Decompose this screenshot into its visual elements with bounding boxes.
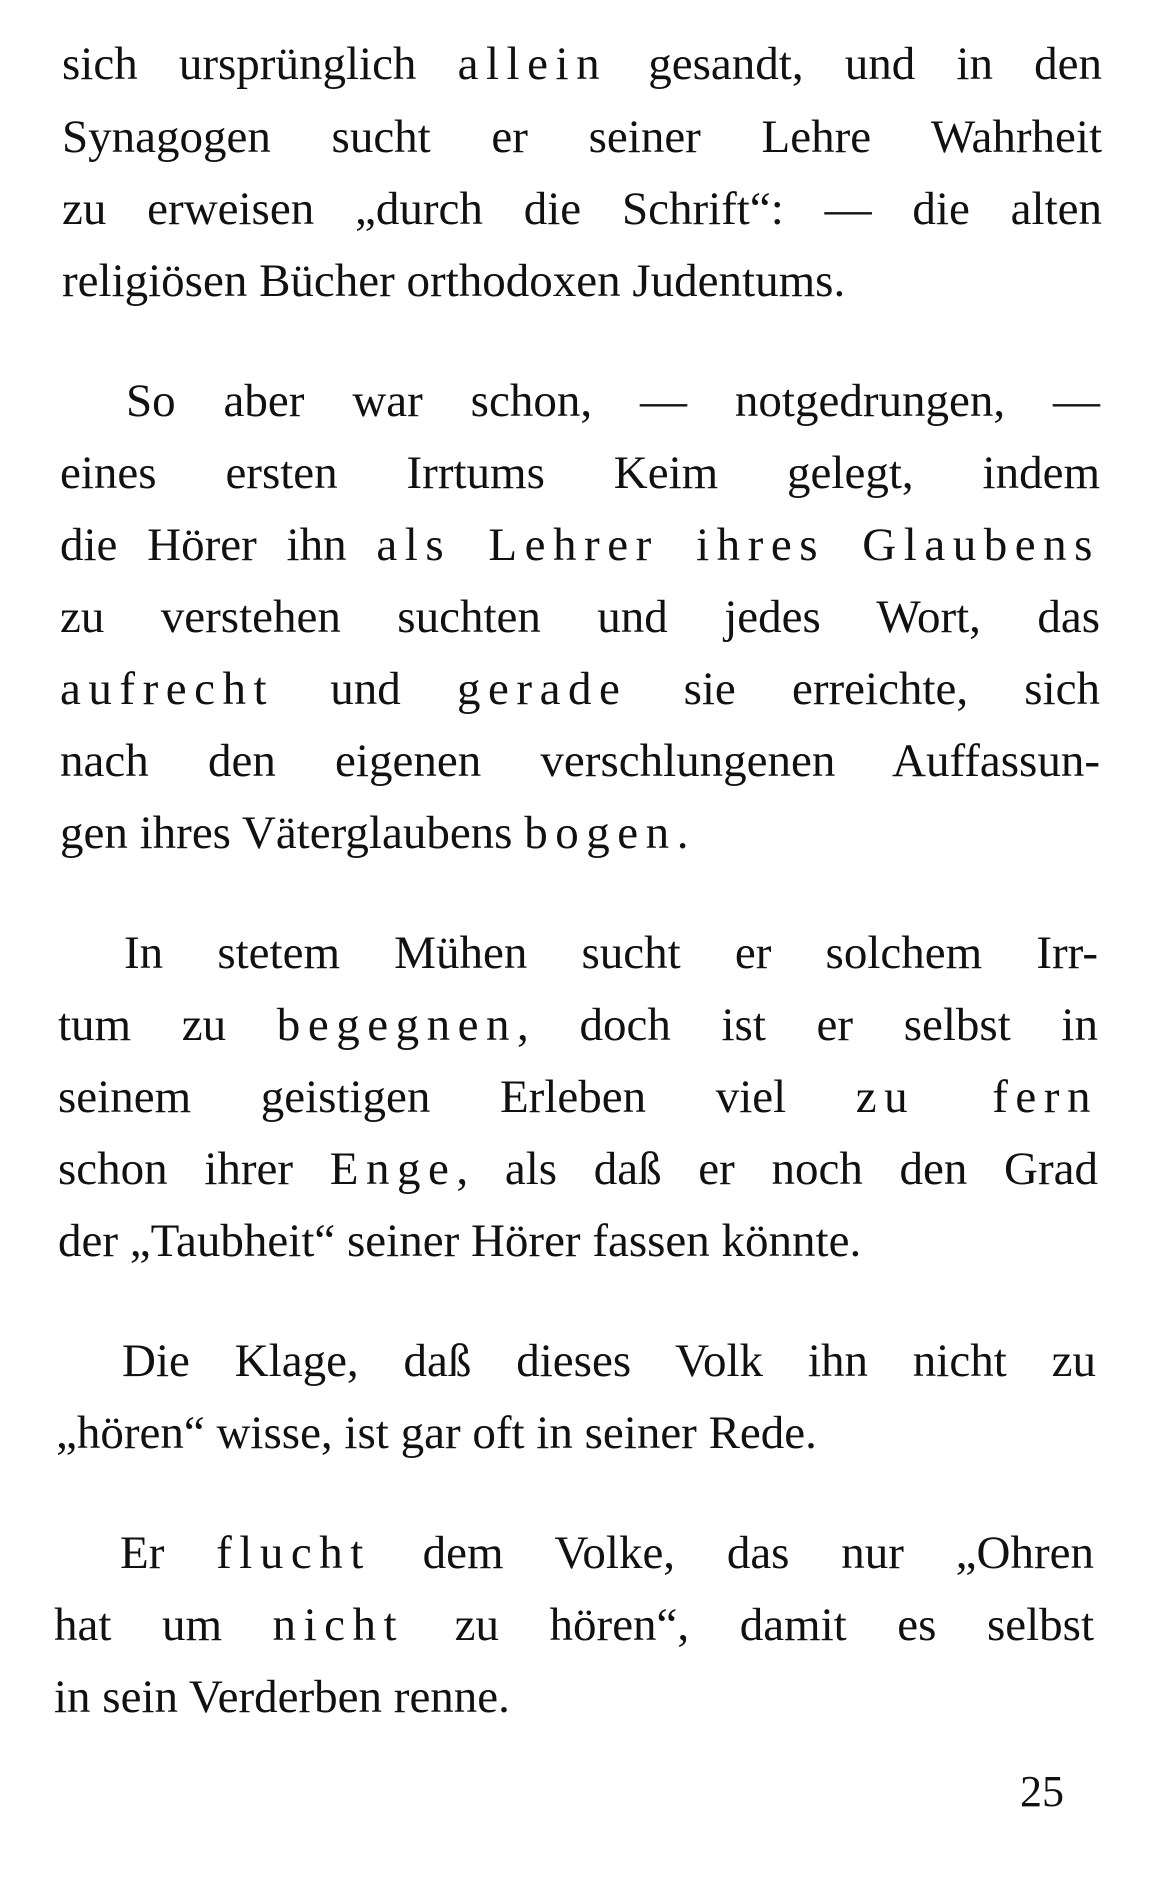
spaced-emphasis: als Lehrer ihres Glaubens [376,519,1100,571]
text-line [124,917,1098,989]
text-run: So aber war schon, — notgedrungen, — [126,375,1100,427]
page-number: 25 [1020,1767,1064,1816]
text-line [60,509,1100,581]
spaced-emphasis: allein [457,38,608,90]
text-line [62,28,1102,100]
spaced-emphasis: bogen [524,807,677,859]
text-line [56,1397,1096,1469]
text-run: seinem geistigen Erleben viel [58,1071,856,1123]
text-line [58,1205,1098,1277]
text-line [58,989,1098,1061]
text-line [60,437,1100,509]
text-run: Er [120,1527,217,1579]
spaced-emphasis: gerade [457,663,628,715]
text-line [120,1517,1094,1589]
spaced-emphasis: flucht [216,1527,371,1579]
text-line [58,1061,1098,1133]
text-line [58,1133,1098,1205]
spaced-emphasis: Enge [329,1143,457,1195]
text-line [60,797,1100,869]
text-run: dem Volke, das nur „Ohren [370,1527,1094,1579]
spaced-emphasis: aufrecht [60,663,275,715]
text-run: hat um [54,1599,273,1651]
spaced-emphasis: zu fern [855,1071,1098,1123]
text-run: . [676,807,689,859]
text-run: , doch ist er selbst in [517,999,1098,1051]
text-run: sich ursprünglich [62,38,458,90]
text-run: „hören“ wisse, ist gar oft in seiner Rede. [56,1407,817,1459]
text-run: zu verstehen suchten und jedes Wort, das [60,591,1100,643]
text-line [62,245,1102,317]
text-run: , als daß er noch den Grad [456,1143,1099,1195]
text-line [122,1325,1096,1397]
text-line [60,581,1100,653]
text-line [54,1589,1094,1661]
text-run: Synagogen sucht er seiner Lehre Wahrheit [62,111,1102,163]
text-run: eines ersten Irrtums Keim gelegt, indem [60,447,1100,499]
spaced-emphasis: begegnen [276,999,518,1051]
text-run: religiösen Bücher orthodoxen Judentums. [62,255,846,307]
text-run: sie erreichte, sich [627,663,1101,715]
text-line [60,725,1100,797]
text-line [62,101,1102,173]
text-run: zu hören“, damit es selbst [404,1599,1094,1651]
text-run: in sein Verderben renne. [54,1671,510,1723]
text-run: die Hörer ihn [60,519,377,571]
text-run: gesandt, und in den [607,38,1102,90]
text-line [62,173,1102,245]
text-line [60,653,1100,725]
text-run: und [274,663,458,715]
text-run: tum zu [58,999,277,1051]
text-run: Die Klage, daß dieses Volk ihn nicht zu [122,1335,1096,1387]
text-line [54,1661,1094,1733]
text-run: gen ihres Väterglaubens [60,807,525,859]
text-run: zu erweisen „durch die Schrift“: — die alten [62,183,1102,235]
text-run: der „Taubheit“ seiner Hörer fassen könnte. [58,1215,862,1267]
text-run: schon ihrer [58,1143,330,1195]
text-line [126,365,1100,437]
text-run: nach den eigenen verschlungenen Auffassun- [60,735,1100,787]
text-run: In stetem Mühen sucht er solchem Irr- [124,927,1098,979]
spaced-emphasis: nicht [272,1599,405,1651]
